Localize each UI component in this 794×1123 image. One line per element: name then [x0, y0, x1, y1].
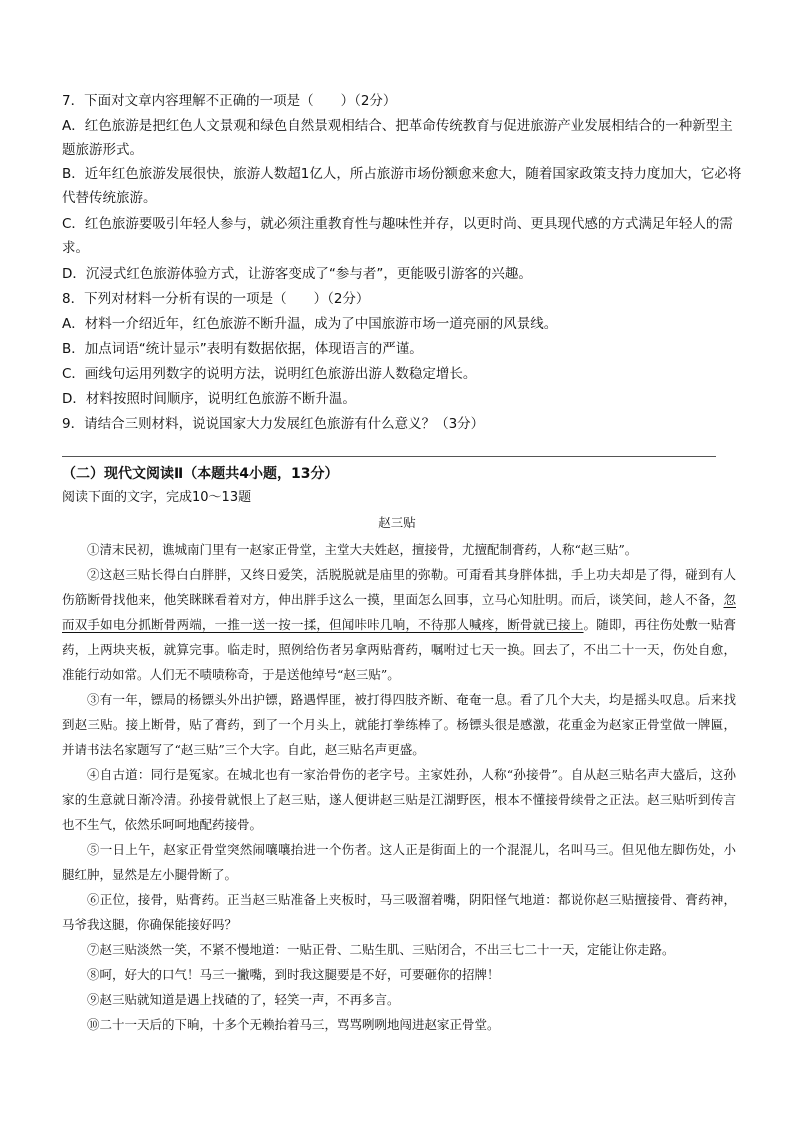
paragraph-number: ⑤ [87, 842, 100, 857]
story-paragraph-1 [62, 537, 736, 562]
paragraph-text: 正位，接骨，贴膏药。正当赵三贴准备上夹板时，马三吸溜着嘴，阴阳怪气地道：都说你赵三贴擅接骨、膏药神，马爷我这腿，你确保能接好吗？ [62, 892, 736, 932]
paragraph-number: ③ [87, 692, 100, 707]
story-paragraph-10 [62, 1012, 736, 1037]
section-divider [62, 456, 716, 457]
paragraph-number: ② [87, 567, 100, 582]
question-9-stem: 9．请结合三则材料，说说国家大力发展红色旅游有什么意义？（3分） [62, 416, 485, 432]
story-paragraph-8 [62, 962, 736, 987]
section-instruction: 阅读下面的文字，完成10～13题 [62, 490, 252, 505]
paragraph-text: 呵，好大的口气！马三一撇嘴，到时我这腿要是不好，可要砸你的招牌！ [99, 967, 500, 982]
question-7-option-a: A．红色旅游是把红色人文景观和绿色自然景观相结合、把革命传统教育与促进旅游产业发展相结合的一种新型主题旅游形式。 [62, 118, 733, 158]
question-8-stem: 8．下列对材料一分析有误的一项是（ ）（2分） [62, 291, 370, 307]
paragraph-text: 赵三贴淡然一笑，不紧不慢地道：一贴正骨、二贴生肌、三贴闭合，不出三七二十一天，定能让你走路。 [99, 942, 675, 957]
paragraph-text: 。随即，再往伤处敷一贴膏药，上两块夹板，就算完事。临走时，照例给伤者另拿两贴膏药，嘱咐过七天一换。回去了，不出二十一天，伤处自愈，准能行动如常。人们无不啧啧称奇，于是送他绰号“赵三贴”。 [62, 617, 736, 682]
paragraph-text: 一日上午，赵家正骨堂突然闹嚷嚷抬进一个伤者。这人正是街面上的一个混混儿，名叫马三。但见他左脚伤处，小腿红肿，显然是左小腿骨断了。 [62, 842, 736, 882]
paragraph-text: 清末民初，谯城南门里有一赵家正骨堂，主堂大夫姓赵，擅接骨，尤擅配制膏药，人称“赵三贴”。 [99, 542, 638, 557]
story-title: 赵三贴 [378, 515, 416, 530]
underlined-sentence: 忽而双手如电分抓断骨两端，一推一送一按一揉，但闻咔咔几响，不待那人喊疼，断骨就已接上 [62, 592, 736, 632]
paragraph-number: ④ [87, 767, 100, 782]
section-title: （二）现代文阅读Ⅱ（本题共4小题，13分） [62, 466, 339, 482]
question-7-option-c: C．红色旅游要吸引年轻人参与，就必须注重教育性与趣味性并存，以更时尚、更具现代感的方式满足年轻人的需求。 [62, 216, 733, 256]
paragraph-number: ⑧ [87, 967, 100, 982]
question-8-option-c: C．画线句运用列数字的说明方法，说明红色旅游出游人数稳定增长。 [62, 366, 477, 382]
question-7-stem: 7．下面对文章内容理解不正确的一项是（ ）（2分） [62, 93, 397, 109]
paragraph-number: ⑨ [87, 992, 100, 1007]
paragraph-number: ⑩ [87, 1017, 100, 1032]
story-paragraph-7 [62, 937, 736, 962]
question-7-option-b: B．近年红色旅游发展很快，旅游人数超1亿人，所占旅游市场份额愈来愈大，随着国家政策支持力度加大，它必将代替传统旅游。 [62, 166, 742, 206]
question-8-option-b: B．加点词语“统计显示”表明有数据依据，体现语言的严谨。 [62, 341, 423, 357]
story-paragraph-4 [62, 762, 736, 837]
paragraph-number: ⑥ [87, 892, 100, 907]
story-paragraph-3 [62, 687, 736, 762]
question-8-option-d: D．材料按照时间顺序，说明红色旅游不断升温。 [62, 391, 356, 407]
question-7-option-d: D．沉浸式红色旅游体验方式，让游客变成了“参与者”，更能吸引游客的兴趣。 [62, 266, 532, 282]
story-paragraph-9 [62, 987, 736, 1012]
story-paragraph-6 [62, 887, 736, 937]
paragraph-text: 这赵三贴长得白白胖胖，又终日爱笑，活脱脱就是庙里的弥勒。可甭看其身胖体拙，手上功夫却是了得，碰到有人伤筋断骨找他来，他笑眯眯看着对方，伸出胖手这么一摸，里面怎么回事，立马心知肚明。而后，谈笑间，趁人不备， [62, 567, 736, 607]
story-paragraph-5 [62, 837, 736, 887]
paragraph-text: 自古道：同行是冤家。在城北也有一家治骨伤的老字号。主家姓孙，人称“孙接骨”。自从赵三贴名声大盛后，这孙家的生意就日渐冷清。孙接骨就恨上了赵三贴，遂人便讲赵三贴是江湖野医，根本不懂接骨续骨之正法。赵三贴听到传言也不生气，依然乐呵呵地配药接骨。 [62, 767, 736, 832]
paragraph-text: 赵三贴就知道是遇上找碴的了，轻笑一声，不再多言。 [99, 992, 400, 1007]
paragraph-text: 二十一天后的下晌，十多个无赖抬着马三，骂骂咧咧地闯进赵家正骨堂。 [99, 1017, 500, 1032]
paragraph-text: 有一年，镖局的杨镖头外出护镖，路遇悍匪，被打得四肢齐断、奄奄一息。看了几个大夫，均是摇头叹息。后来找到赵三贴。接上断骨，贴了膏药，到了一个月头上，就能打拳练棒了。杨镖头很是感激，花重金为赵家正骨堂做一牌匾，并请书法名家题写了“赵三贴”三个大字。自此，赵三贴名声更盛。 [62, 692, 736, 757]
question-8-option-a: A．材料一介绍近年，红色旅游不断升温，成为了中国旅游市场一道亮丽的风景线。 [62, 316, 558, 332]
story-paragraph-2 [62, 562, 736, 687]
paragraph-number: ① [87, 542, 100, 557]
paragraph-number: ⑦ [87, 942, 100, 957]
